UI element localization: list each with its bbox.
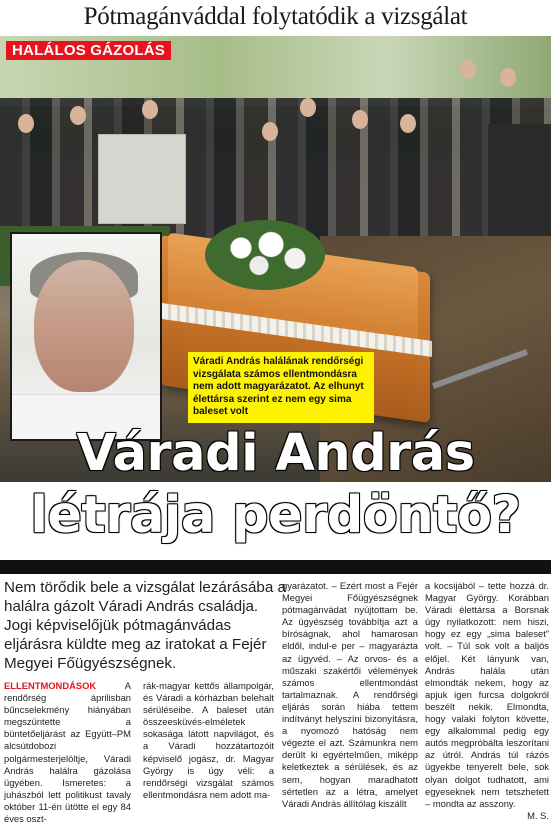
divider-bar [0,560,551,574]
mourner-face [18,114,34,133]
photo-caption: Váradi András halálának rendőrségi vizsgálata számos ellentmondásra nem adott magyarázatot. Az elhunyt élettársa szerint ez nem egy sima baleset volt [188,352,374,423]
column-text: a kocsijából – tette hozzá dr. Magyar György. Korábban Váradi élettársa a Borsnak úgy nyilatkozott: nem hiszi, hogy ez egy „sima baleset” volt. – Túl sok volt a baljós előjel. Két lányunk van, András halála után elmondták nekem, hogy az apjuk igen furcsa dolgokról beszélt nekik. Elmondta, hogy valaki folyton követte, egy alkalommal pedig egy autós megpróbálta leszorítani az útról. András túl rázós ügyekbe tenyerelt bele, sok olyan dolgot tudhatott, ami egyeseknek nem tetszhetett – mondta az asszony. [425,580,549,809]
column-text: gyarázatot. – Ezért most a Fejér Megyei Főügyészségnek pótmagánvádat nyújtottam be. Az ügyészség továbbítja azt a bíróságnak, ahol hamarosan eldől, indul-e per – magyarázta az ügyvéd. – Az orvos- és a műszaki szakértői vélemények számos ellentmondást tartalmaznak. A rendőrségi eljárás során hiába tettem indítványt helyszíni bizonyításra, a nyomozó hatóság nem végezte el azt. Számunkra nem derült ki egyértelműen, miképp keletkeztek a sérülések, és az sem, hogyan maradhatott sértetlen az a létra, amelyet Váradi András állítólag kiszállt [282,580,418,809]
column-text: A rendőrség áprilisban bűncselekmény hiányában megszüntette a büntetőeljárást az Együtt–PM alcsútdobozi polgármesterjelöltje, Váradi András halálra gázolása ügyében. Ismeretes: a juhászból lett politikust tavaly október 11-én ütötte el egy 84 éves oszt- [4,680,131,825]
mourner-face [142,100,158,119]
mourner-face [500,68,516,87]
column-lead-word: ELLENTMONDÁSOK [4,680,97,691]
article-column-1 [4,680,131,825]
article-column-3 [282,580,418,810]
gravestone [98,134,186,224]
author-signature: M. S. [527,809,549,821]
headline-line-1: Váradi András [76,424,475,483]
mourner-face [70,106,86,125]
kicker-title: Pótmagánváddal folytatódik a vizsgálat [83,3,468,30]
article-column-4 [425,580,549,822]
portrait-photo [10,232,162,441]
mourner-face [262,122,278,141]
mourner-face [400,114,416,133]
lead-paragraph: Nem törődik bele a vizsgálat lezárásába a halálra gázolt Váradi András családja. Jogi képviselőjük pótmagánvádas eljárásra küldte meg az iratokat a Fejér Megyei Főügyészségnek. [4,579,286,672]
mourner-face [300,98,316,117]
flower-wreath [205,220,325,290]
portrait-face [34,260,134,392]
mourner-face [460,60,476,79]
column-text: rák-magyar kettős állampolgár, és Váradi a kórházban belehalt sérüléseibe. A baleset után összeesküvés-elméletek sokasága látott napvilágot, és a Váradi hozzátartozóit képviselő jogász, dr. Magyar György is úgy véli: a rendőrségi vizsgálat számos ellentmondásra nem adott ma- [143,680,274,800]
section-badge: HALÁLOS GÁZOLÁS [6,41,171,60]
dark-gravestone [488,124,551,252]
headline-line-2: létrája perdöntő? [30,486,521,545]
headline [0,424,551,548]
mourner-face [352,110,368,129]
article-column-2 [143,680,274,801]
